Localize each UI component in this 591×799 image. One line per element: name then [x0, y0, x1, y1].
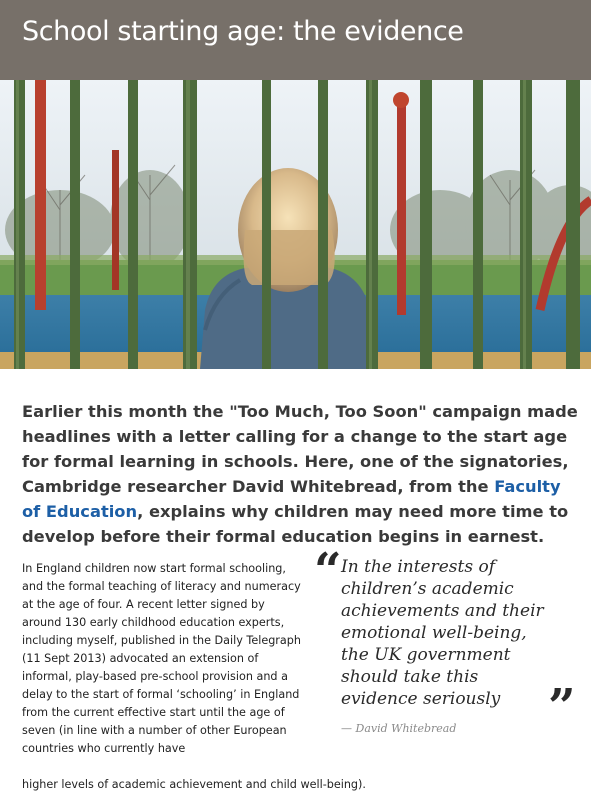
article-lead	[22, 399, 582, 549]
article-paragraph: In England children now start formal schooling, and the formal teaching of literacy and numeracy at the age of four. A recent letter signed by around 130 early childhood education experts, including myself, published in the Daily Telegraph (11 Sept 2013) advocated an extension of informal, play-based pre-school provision and a delay to the start of formal ‘schooling’ in England from the current effective start until the age of seven (in line with a number of other European countries who currently have	[22, 562, 301, 755]
article-paragraph-end: higher levels of academic achievement and child well-being).	[22, 778, 366, 791]
quote-close-icon: ”	[548, 679, 576, 735]
faculty-of-education-link[interactable]: Faculty of Education	[22, 477, 561, 521]
lead-text-part1: Earlier this month the "Too Much, Too Soon" campaign made headlines with a letter calling for a change to the start age for formal learning in schools. Here, one of the signatories, Cambridge researcher David Whitebread, from the	[22, 402, 578, 496]
pull-quote: In the interests of children’s academic achievements and their emotional well-being, the UK government should take this evidence seriously	[341, 557, 544, 709]
hero-image	[0, 80, 591, 369]
title-bar	[0, 0, 591, 80]
quote-open-icon: “	[314, 543, 342, 599]
lead-text-part2: , explains why children may need more time to develop before their formal education begins in earnest.	[22, 502, 569, 546]
quote-attribution: — David Whitebread	[341, 722, 457, 735]
page-title: School starting age: the evidence	[22, 16, 464, 47]
